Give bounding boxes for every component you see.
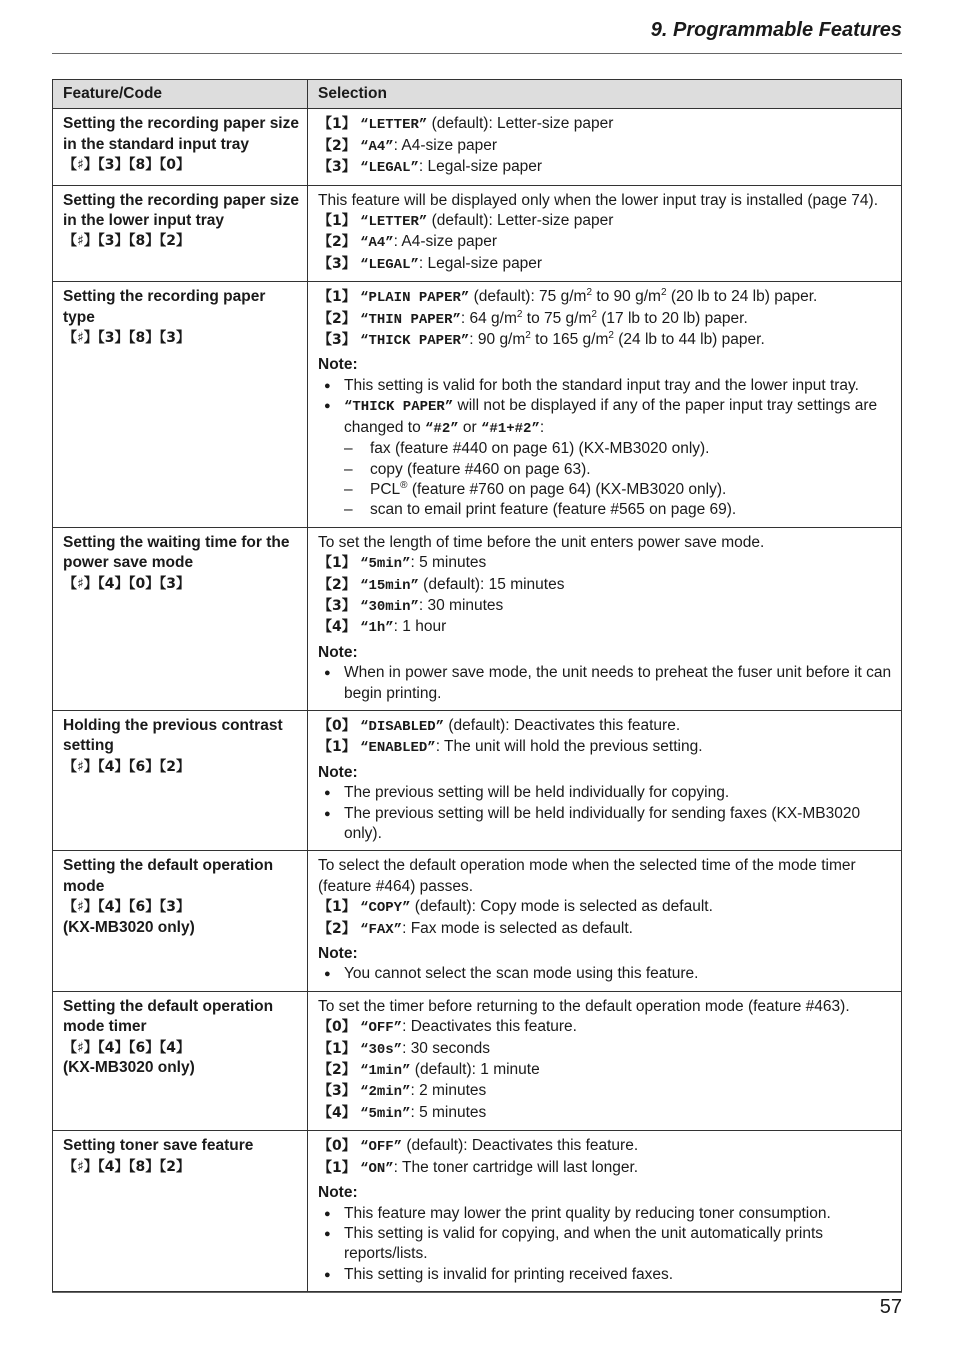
option-value: “5min”	[360, 556, 411, 573]
feature-code: 【♯】【4】【6】【4】	[63, 1039, 190, 1056]
option-desc: : 5 minutes	[410, 1103, 487, 1121]
table-row	[53, 185, 902, 282]
option-value: “THIN PAPER”	[360, 311, 461, 328]
sub-item: – fax (feature #440 on page 61) (KX-MB3020 only).	[344, 439, 893, 459]
note-item: ● This setting is valid for both the standard input tray and the lower input tray.	[318, 376, 893, 396]
feature-code: 【♯】【4】【6】【2】	[63, 758, 190, 775]
registered-mark: ®	[400, 479, 408, 491]
option-key: 【3】	[318, 159, 356, 176]
sub-text: (feature #760 on page 64) (KX-MB3020 only).	[407, 480, 727, 498]
note-list	[318, 1204, 893, 1286]
option-desc: : Legal-size paper	[418, 158, 543, 176]
option-key: 【1】	[318, 213, 356, 230]
option-key: 【1】	[318, 1040, 356, 1057]
note-list	[318, 783, 893, 844]
table-row	[53, 527, 902, 710]
feature-code: 【♯】【4】【8】【2】	[63, 1158, 190, 1175]
option-key: 【3】	[318, 597, 356, 614]
option-value: “A4”	[360, 138, 394, 155]
table-row	[53, 1131, 902, 1292]
option-desc: : 90 g/m	[469, 331, 526, 349]
sub-item: – copy (feature #460 on page 63).	[344, 460, 893, 480]
sub-text: PCL	[370, 480, 401, 498]
option-key: 【1】	[318, 739, 356, 756]
option-desc: (default): Deactivates this feature.	[444, 716, 681, 734]
option-value: “COPY”	[360, 900, 411, 917]
option-value: “LETTER”	[360, 117, 428, 134]
feature-cell	[53, 282, 308, 527]
header-rule	[52, 53, 902, 54]
option-key: 【0】	[318, 1138, 356, 1155]
superscript: 2	[591, 308, 597, 320]
feature-name: Setting toner save feature	[63, 1137, 254, 1155]
option-line	[318, 596, 893, 617]
option-line	[318, 309, 893, 330]
selection-cell	[308, 109, 902, 185]
option-line	[318, 232, 893, 253]
feature-code: 【♯】【4】【6】【3】	[63, 899, 190, 916]
note-list	[318, 376, 893, 521]
page-header-title: 9. Programmable Features	[650, 19, 902, 41]
note-heading: Note:	[318, 763, 358, 781]
note-item: ● This feature may lower the print quality by reducing toner consumption.	[318, 1204, 893, 1224]
option-desc: : A4-size paper	[393, 233, 498, 251]
option-desc: : 2 minutes	[410, 1082, 487, 1100]
option-desc: : Legal-size paper	[418, 254, 543, 272]
note-item: ● You cannot select the scan mode using this feature.	[318, 964, 893, 984]
option-desc: : 1 hour	[393, 618, 447, 636]
note-heading: Note:	[318, 643, 358, 661]
option-line	[318, 287, 893, 308]
table-row	[53, 710, 902, 850]
note-item: ● When in power save mode, the unit needs to preheat the fuser unit before it can begin printing.	[318, 663, 893, 704]
note-heading: Note:	[318, 945, 358, 963]
option-key: 【1】	[318, 289, 356, 306]
table-header-row	[53, 80, 902, 109]
column-header-feature: Feature/Code	[53, 80, 308, 109]
note-item: ● The previous setting will be held individually for copying.	[318, 783, 893, 803]
option-key: 【1】	[318, 116, 356, 133]
option-key: 【0】	[318, 717, 356, 734]
option-line	[318, 254, 893, 275]
option-value: “LETTER”	[360, 214, 428, 231]
option-desc: (default): Copy mode is selected as default.	[410, 898, 713, 916]
table-row	[53, 991, 902, 1130]
feature-name: Setting the recording paper type	[63, 288, 266, 326]
feature-name: Setting the default operation mode timer	[63, 997, 274, 1036]
feature-name: Setting the waiting time for the power save mode	[63, 533, 290, 572]
feature-name: Setting the default operation mode	[63, 857, 274, 895]
option-line	[318, 1039, 893, 1060]
intro-text: To select the default operation mode when the selected time of the mode timer (feature #464) passes.	[318, 857, 856, 895]
option-line	[318, 330, 893, 351]
option-desc: (20 lb to 24 lb) paper.	[666, 288, 818, 306]
option-line	[318, 211, 893, 232]
option-value: “30min”	[360, 598, 419, 615]
feature-code: 【♯】【3】【8】【0】	[63, 157, 190, 174]
option-value: “2min”	[360, 1084, 411, 1101]
option-line	[318, 716, 893, 737]
option-key: 【2】	[318, 576, 356, 593]
option-line	[318, 553, 893, 574]
feature-cell	[53, 185, 308, 282]
option-line	[318, 1081, 893, 1102]
option-desc: (default): 1 minute	[410, 1061, 540, 1079]
option-key: 【2】	[318, 1062, 356, 1079]
option-value: “PLAIN PAPER”	[360, 290, 470, 307]
option-line	[318, 157, 893, 178]
option-value: “OFF”	[360, 1020, 403, 1037]
option-value: “ENABLED”	[360, 740, 436, 757]
note-list	[318, 663, 893, 704]
option-value: “15min”	[360, 577, 419, 594]
note-text: :	[539, 418, 545, 436]
option-desc: : The unit will hold the previous setting.	[435, 738, 703, 756]
option-key: 【1】	[318, 1159, 356, 1176]
selection-cell	[308, 282, 902, 527]
feature-cell	[53, 991, 308, 1130]
option-value: “5min”	[360, 1105, 411, 1122]
option-desc: (default): 15 minutes	[418, 575, 565, 593]
superscript: 2	[586, 287, 593, 299]
superscript: 2	[608, 329, 614, 341]
option-key: 【3】	[318, 332, 356, 349]
feature-code: 【♯】【3】【8】【2】	[63, 233, 190, 250]
feature-name: Setting the recording paper size in the standard input tray	[63, 115, 299, 153]
option-line	[318, 1017, 893, 1038]
footer-rule	[52, 1292, 902, 1293]
option-key: 【3】	[318, 255, 356, 272]
option-key: 【0】	[318, 1019, 356, 1036]
option-desc: : 30 minutes	[418, 596, 504, 614]
option-key: 【4】	[318, 1104, 356, 1121]
option-desc: to 165 g/m	[530, 331, 609, 349]
option-value: “ON”	[360, 1160, 394, 1177]
option-desc: to 75 g/m	[522, 309, 592, 327]
option-key: 【1】	[318, 555, 356, 572]
note-item	[318, 396, 893, 520]
option-value: “THICK PAPER”	[360, 333, 470, 350]
table-row	[53, 109, 902, 185]
note-text: or	[458, 418, 482, 436]
sub-item	[344, 480, 893, 500]
option-key: 【3】	[318, 1083, 356, 1100]
option-key: 【2】	[318, 234, 356, 251]
option-value: “A4”	[360, 235, 394, 252]
option-key: 【2】	[318, 310, 356, 327]
option-key: 【4】	[318, 619, 356, 636]
column-header-selection: Selection	[308, 80, 902, 109]
note-item: ● This setting is invalid for printing received faxes.	[318, 1265, 893, 1285]
page-number: 57	[879, 1296, 902, 1318]
option-line	[318, 114, 893, 135]
note-value: “#2”	[425, 420, 459, 437]
table-row	[53, 851, 902, 991]
intro-text: To set the length of time before the unit enters power save mode.	[318, 533, 765, 551]
feature-name: Holding the previous contrast setting	[63, 716, 283, 755]
option-value: “FAX”	[360, 921, 403, 938]
option-desc: : 64 g/m	[460, 309, 517, 327]
option-line	[318, 617, 893, 638]
note-value: “THICK PAPER”	[344, 399, 454, 416]
option-value: “1min”	[360, 1063, 411, 1080]
option-line	[318, 737, 893, 758]
feature-code: 【♯】【3】【8】【3】	[63, 330, 190, 347]
sub-item: – scan to email print feature (feature #565 on page 69).	[344, 500, 893, 520]
option-desc: (24 lb to 44 lb) paper.	[613, 331, 765, 349]
option-key: 【2】	[318, 137, 356, 154]
option-desc: : A4-size paper	[393, 136, 498, 154]
intro-text: This feature will be displayed only when the lower input tray is installed (page 74).	[318, 191, 879, 209]
option-desc: (default): Deactivates this feature.	[402, 1137, 639, 1155]
selection-cell	[308, 991, 902, 1130]
selection-cell	[308, 527, 902, 710]
feature-cell	[53, 851, 308, 991]
option-desc: (default): Letter-size paper	[427, 115, 614, 133]
sub-list	[344, 439, 893, 521]
model-note: (KX-MB3020 only)	[63, 1059, 195, 1077]
selection-cell	[308, 185, 902, 282]
option-line	[318, 575, 893, 596]
option-line	[318, 919, 893, 940]
option-desc: : The toner cartridge will last longer.	[393, 1158, 639, 1176]
option-line	[318, 1060, 893, 1081]
model-note: (KX-MB3020 only)	[63, 918, 195, 936]
superscript: 2	[525, 329, 531, 341]
selection-cell	[308, 851, 902, 991]
option-desc: : 30 seconds	[402, 1039, 490, 1057]
selection-cell	[308, 710, 902, 850]
option-desc: : Fax mode is selected as default.	[402, 919, 633, 937]
note-text: will not be displayed if any of the paper input tray settings are changed to	[344, 397, 878, 436]
table-row	[53, 282, 902, 527]
option-key: 【1】	[318, 899, 356, 916]
option-desc: : 5 minutes	[410, 554, 487, 572]
option-value: “1h”	[360, 620, 394, 637]
note-heading: Note:	[318, 1184, 358, 1202]
option-desc: (17 lb to 20 lb) paper.	[596, 309, 748, 327]
note-value: “#1+#2”	[481, 420, 540, 437]
note-heading: Note:	[318, 356, 358, 374]
feature-cell	[53, 527, 308, 710]
feature-name: Setting the recording paper size in the lower input tray	[63, 191, 299, 230]
superscript: 2	[516, 308, 523, 320]
intro-text: To set the timer before returning to the default operation mode (feature #463).	[318, 997, 850, 1015]
note-item: ● The previous setting will be held individually for sending faxes (KX-MB3020 only).	[318, 804, 893, 845]
option-value: “OFF”	[360, 1139, 403, 1156]
note-list	[318, 964, 893, 984]
option-desc: to 90 g/m	[592, 288, 661, 306]
option-line	[318, 136, 893, 157]
option-value: “LEGAL”	[360, 256, 419, 273]
note-item: ● This setting is valid for copying, and when the unit automatically prints reports/lists.	[318, 1224, 893, 1265]
option-value: “DISABLED”	[360, 718, 445, 735]
option-desc: (default): 75 g/m	[469, 288, 587, 306]
option-line	[318, 1136, 893, 1157]
option-value: “30s”	[360, 1041, 403, 1058]
option-line	[318, 1103, 893, 1124]
feature-cell	[53, 109, 308, 185]
superscript: 2	[660, 287, 667, 299]
option-desc: (default): Letter-size paper	[427, 212, 614, 230]
option-line	[318, 1158, 893, 1179]
option-value: “LEGAL”	[360, 160, 419, 177]
feature-cell	[53, 710, 308, 850]
selection-cell	[308, 1131, 902, 1292]
option-desc: : Deactivates this feature.	[402, 1018, 577, 1036]
feature-cell	[53, 1131, 308, 1292]
option-line	[318, 897, 893, 918]
option-key: 【2】	[318, 920, 356, 937]
feature-table	[52, 79, 902, 1292]
feature-code: 【♯】【4】【0】【3】	[63, 575, 190, 592]
